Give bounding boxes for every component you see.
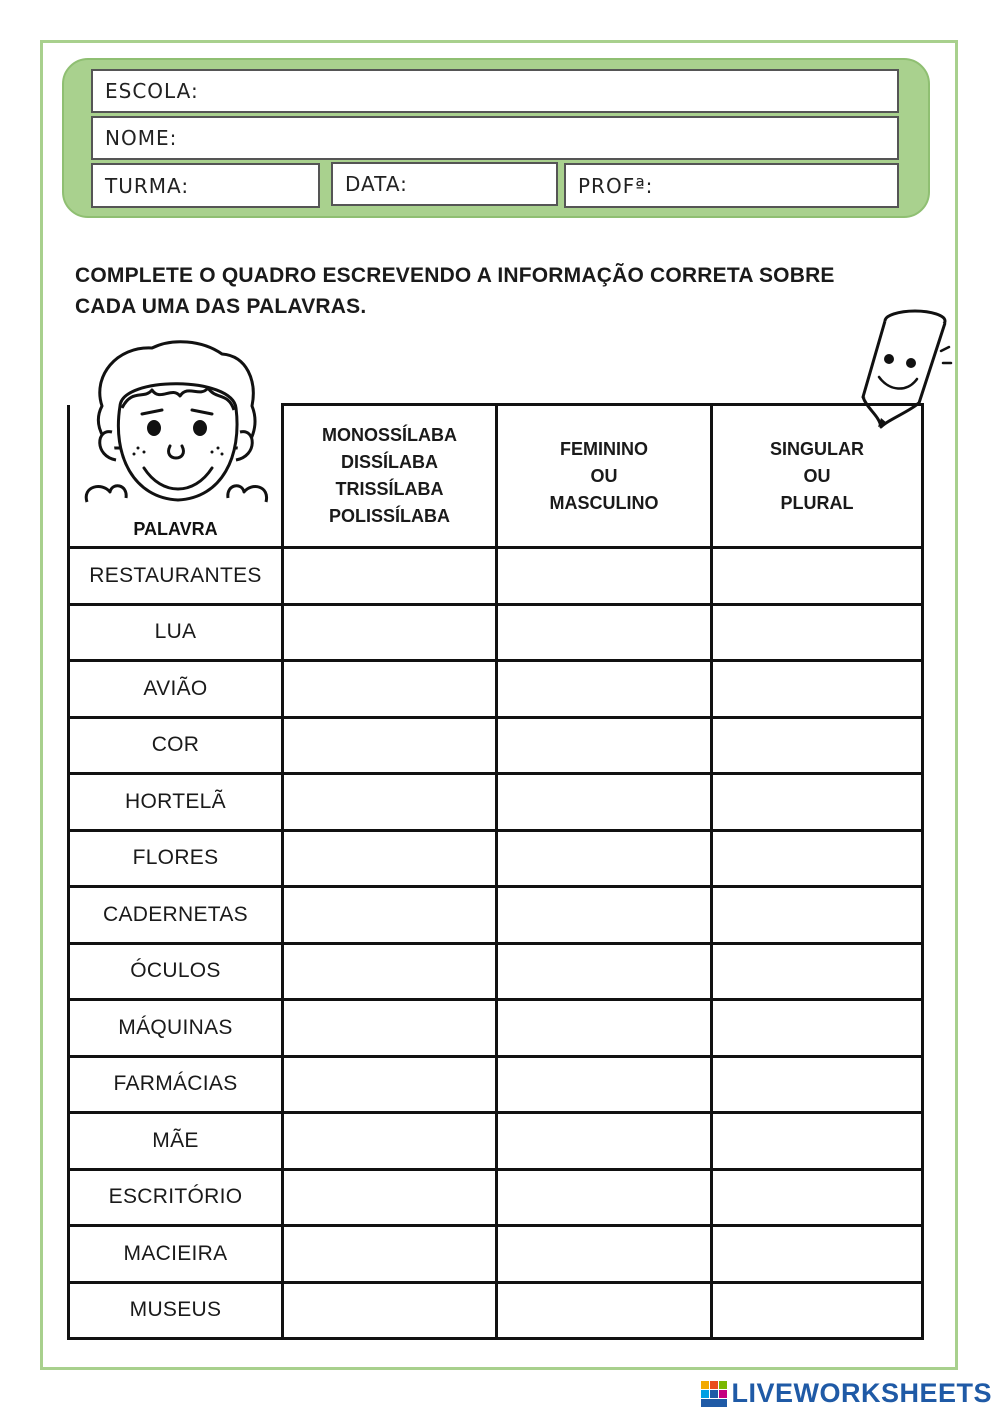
gender-header-line: MASCULINO <box>549 492 659 513</box>
table-row <box>69 661 923 718</box>
syllable-column-header <box>283 405 497 548</box>
number-header-line: OU <box>803 465 831 486</box>
syllable-header-line: POLISSÍLABA <box>328 506 450 526</box>
turma-field[interactable] <box>91 163 320 208</box>
table-row <box>69 548 923 605</box>
table-row <box>69 717 923 774</box>
table-row <box>69 887 923 944</box>
number-answer-cell[interactable] <box>712 717 923 774</box>
gender-answer-cell[interactable] <box>497 661 712 718</box>
escola-label: ESCOLA: <box>105 79 199 103</box>
prof-field[interactable] <box>564 163 899 208</box>
palavra-header-label: PALAVRA <box>133 519 218 539</box>
word-cell: MUSEUS <box>69 1282 283 1339</box>
word-cell: LUA <box>69 604 283 661</box>
turma-label: TURMA: <box>105 173 190 198</box>
syllable-answer-cell[interactable] <box>283 774 497 831</box>
word-cell: HORTELÃ <box>69 774 283 831</box>
number-answer-cell[interactable] <box>712 1000 923 1057</box>
syllable-answer-cell[interactable] <box>283 661 497 718</box>
syllable-header-line: TRISSÍLABA <box>335 479 444 499</box>
word-cell: COR <box>69 717 283 774</box>
number-header-line: SINGULAR <box>770 438 864 459</box>
gender-answer-cell[interactable] <box>497 774 712 831</box>
word-cell: ÓCULOS <box>69 943 283 1000</box>
gender-answer-cell[interactable] <box>497 830 712 887</box>
syllable-answer-cell[interactable] <box>283 1226 497 1283</box>
gender-answer-cell[interactable] <box>497 548 712 605</box>
syllable-answer-cell[interactable] <box>283 717 497 774</box>
word-cell: MÃE <box>69 1113 283 1170</box>
word-classification-table <box>67 403 924 1340</box>
table-row <box>69 1113 923 1170</box>
word-cell: MACIEIRA <box>69 1226 283 1283</box>
table-row <box>69 1226 923 1283</box>
word-cell: ESCRITÓRIO <box>69 1169 283 1226</box>
word-cell: CADERNETAS <box>69 887 283 944</box>
gender-answer-cell[interactable] <box>497 1000 712 1057</box>
gender-answer-cell[interactable] <box>497 1226 712 1283</box>
syllable-answer-cell[interactable] <box>283 887 497 944</box>
number-answer-cell[interactable] <box>712 887 923 944</box>
word-cell: RESTAURANTES <box>69 548 283 605</box>
number-answer-cell[interactable] <box>712 1226 923 1283</box>
syllable-answer-cell[interactable] <box>283 1169 497 1226</box>
table-row <box>69 830 923 887</box>
table-row <box>69 1000 923 1057</box>
gender-answer-cell[interactable] <box>497 1056 712 1113</box>
syllable-answer-cell[interactable] <box>283 943 497 1000</box>
syllable-answer-cell[interactable] <box>283 604 497 661</box>
number-answer-cell[interactable] <box>712 661 923 718</box>
syllable-answer-cell[interactable] <box>283 1056 497 1113</box>
table-row <box>69 604 923 661</box>
syllable-answer-cell[interactable] <box>283 548 497 605</box>
word-cell: AVIÃO <box>69 661 283 718</box>
word-cell: FLORES <box>69 830 283 887</box>
syllable-answer-cell[interactable] <box>283 830 497 887</box>
gender-answer-cell[interactable] <box>497 1282 712 1339</box>
liveworksheets-logo <box>701 1378 992 1409</box>
syllable-header-line: DISSÍLABA <box>340 452 438 472</box>
syllable-header-line: MONOSSÍLABA <box>322 425 457 445</box>
table-row <box>69 1169 923 1226</box>
number-answer-cell[interactable] <box>712 1282 923 1339</box>
gender-answer-cell[interactable] <box>497 887 712 944</box>
syllable-answer-cell[interactable] <box>283 1282 497 1339</box>
syllable-answer-cell[interactable] <box>283 1113 497 1170</box>
number-answer-cell[interactable] <box>712 943 923 1000</box>
word-cell: FARMÁCIAS <box>69 1056 283 1113</box>
gender-header-line: OU <box>590 465 618 486</box>
gender-answer-cell[interactable] <box>497 717 712 774</box>
gender-answer-cell[interactable] <box>497 1113 712 1170</box>
liveworksheets-logo-icon <box>701 1381 727 1407</box>
number-answer-cell[interactable] <box>712 604 923 661</box>
number-answer-cell[interactable] <box>712 1113 923 1170</box>
number-answer-cell[interactable] <box>712 1056 923 1113</box>
table-row <box>69 1056 923 1113</box>
data-field[interactable] <box>331 162 558 206</box>
table-row <box>69 943 923 1000</box>
number-column-header <box>712 405 923 548</box>
gender-header-line: FEMININO <box>560 438 648 459</box>
nome-field[interactable] <box>91 116 899 160</box>
word-rows <box>69 548 923 1339</box>
gender-answer-cell[interactable] <box>497 943 712 1000</box>
prof-label: PROFª: <box>578 173 654 198</box>
number-answer-cell[interactable] <box>712 1169 923 1226</box>
word-cell: MÁQUINAS <box>69 1000 283 1057</box>
syllable-answer-cell[interactable] <box>283 1000 497 1057</box>
gender-answer-cell[interactable] <box>497 604 712 661</box>
header-panel <box>62 58 930 218</box>
table-row <box>69 1282 923 1339</box>
instruction-line-2: CADA UMA DAS PALAVRAS. <box>75 295 367 318</box>
number-answer-cell[interactable] <box>712 548 923 605</box>
number-answer-cell[interactable] <box>712 774 923 831</box>
palavra-column-header <box>69 405 283 548</box>
liveworksheets-wordmark: LIVEWORKSHEETS <box>731 1378 992 1408</box>
number-header-line: PLURAL <box>780 492 854 513</box>
escola-field[interactable] <box>91 69 899 113</box>
gender-answer-cell[interactable] <box>497 1169 712 1226</box>
number-answer-cell[interactable] <box>712 830 923 887</box>
data-label: DATA: <box>345 172 408 196</box>
table-row <box>69 774 923 831</box>
instruction-text <box>75 260 955 322</box>
gender-column-header <box>497 405 712 548</box>
nome-label: NOME: <box>105 126 178 150</box>
instruction-line-1: COMPLETE O QUADRO ESCREVENDO A INFORMAÇÃO CORRETA SOBRE <box>75 264 835 287</box>
